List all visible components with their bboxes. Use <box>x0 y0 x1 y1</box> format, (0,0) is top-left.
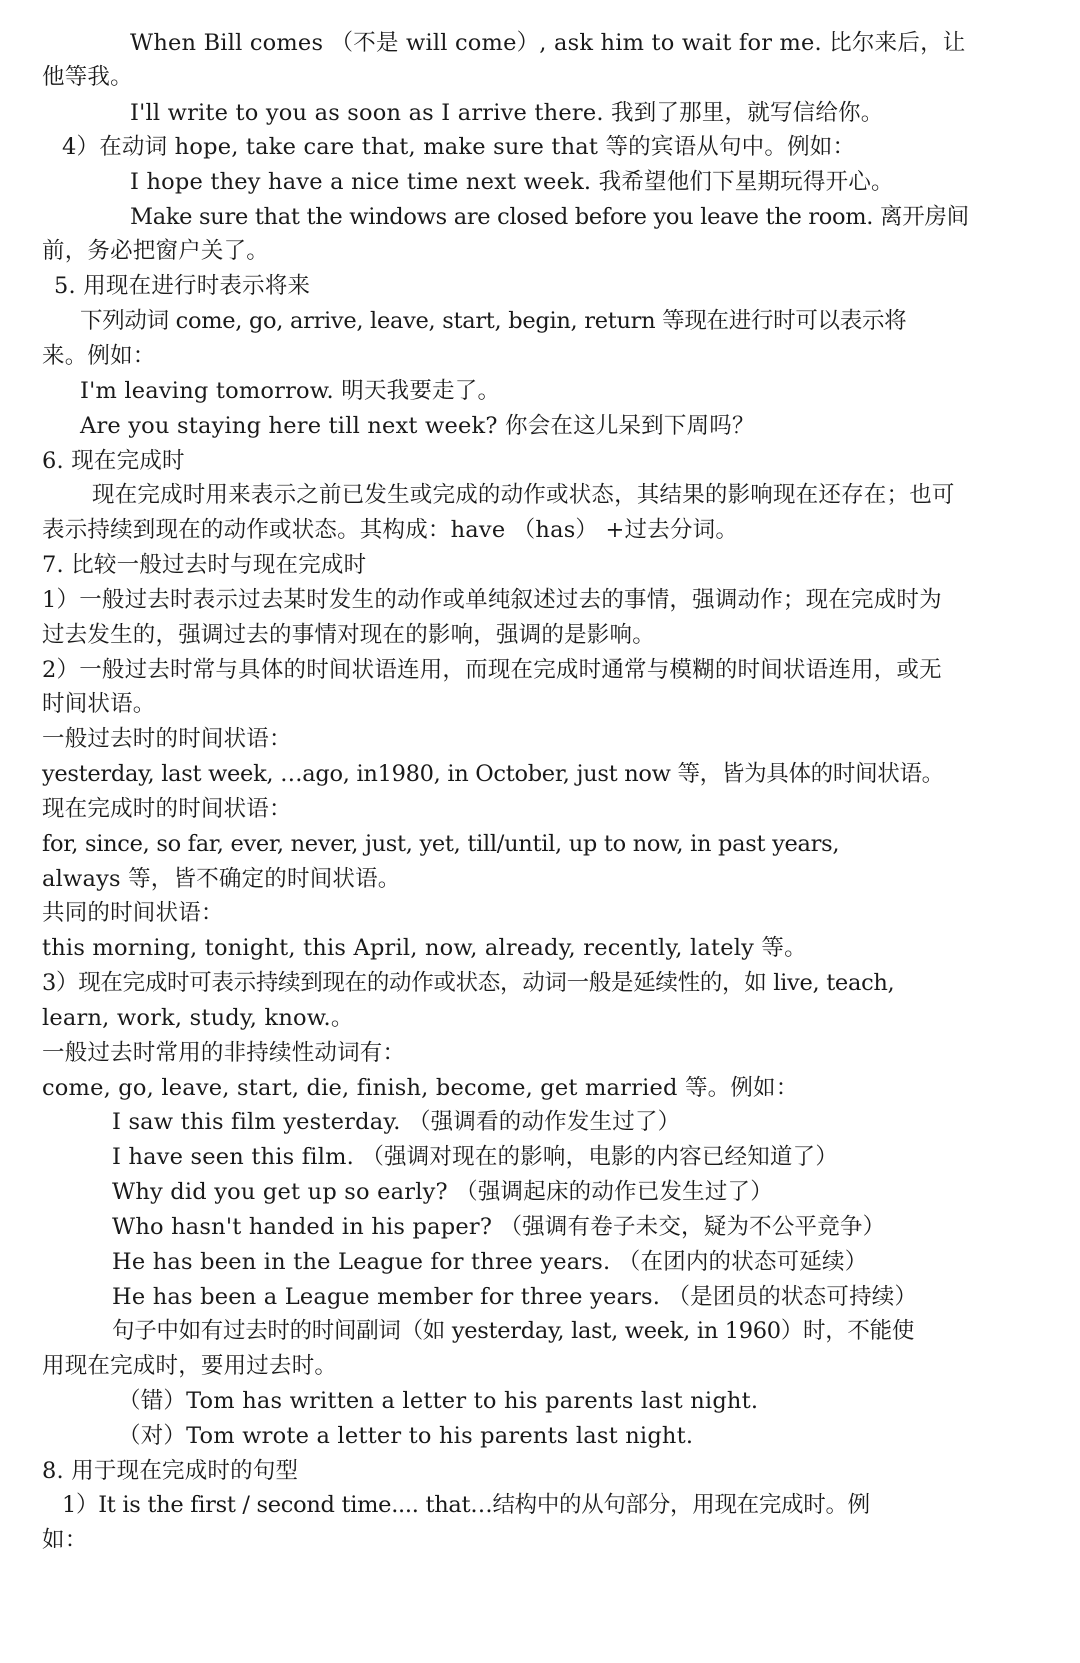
text-line: When Bill comes （不是 will come）, ask him to wait for me. 比尔来后，让 <box>130 30 966 56</box>
text-line: always 等，皆不确定的时间状语。 <box>42 866 401 892</box>
text-line: 如： <box>42 1527 88 1553</box>
text-line: 过去发生的，强调过去的事情对现在的影响，强调的是影响。 <box>42 622 655 648</box>
example-line: （错）Tom has written a letter to his parents last night. <box>118 1388 759 1414</box>
text-line: Make sure that the windows are closed before you leave the room. 离开房间 <box>130 204 969 230</box>
text-line: 下列动词 come, go, arrive, leave, start, begin, return 等现在进行时可以表示将 <box>80 308 907 334</box>
text-line: I'll write to you as soon as I arrive there. 我到了那里，就写信给你。 <box>130 100 884 126</box>
example-line: Why did you get up so early? （强调起床的动作已发生过了） <box>112 1179 773 1205</box>
text-line: I hope they have a nice time next week. 我希望他们下星期玩得开心。 <box>130 169 894 195</box>
text-line: 来。例如： <box>42 343 156 369</box>
text-line: 现在完成时用来表示之前已发生或完成的动作或状态，其结果的影响现在还存在；也可 <box>92 482 955 508</box>
text-line: 4）在动词 hope, take care that, make sure that 等的宾语从句中。例如： <box>62 134 856 160</box>
text-line: Are you staying here till next week? 你会在这儿呆到下周吗？ <box>80 413 755 439</box>
example-line: He has been in the League for three years. （在团内的状态可延续） <box>112 1249 868 1275</box>
section-heading: 6. 现在完成时 <box>42 448 185 474</box>
text-line: 2）一般过去时常与具体的时间状语连用，而现在完成时通常与模糊的时间状语连用，或无 <box>42 657 942 683</box>
example-line: He has been a League member for three years. （是团员的状态可持续） <box>112 1284 918 1310</box>
text-line: I'm leaving tomorrow. 明天我要走了。 <box>80 378 501 404</box>
text-line: 前，务必把窗户关了。 <box>42 238 270 264</box>
text-line: this morning, tonight, this April, now, already, recently, lately 等。 <box>42 935 807 961</box>
text-line: for, since, so far, ever, never, just, yet, till/until, up to now, in past years, <box>42 831 840 857</box>
example-line: I have seen this film. （强调对现在的影响，电影的内容已经知道了） <box>112 1144 839 1170</box>
section-heading: 5. 用现在进行时表示将来 <box>54 273 311 299</box>
example-line: I saw this film yesterday. （强调看的动作发生过了） <box>112 1109 681 1135</box>
example-line: （对）Tom wrote a letter to his parents last night. <box>118 1423 694 1449</box>
text-line: come, go, leave, start, die, finish, become, get married 等。例如： <box>42 1075 799 1101</box>
text-line: 现在完成时的时间状语： <box>42 796 292 822</box>
text-line: 用现在完成时，要用过去时。 <box>42 1353 338 1379</box>
text-line: 一般过去时常用的非持续性动词有： <box>42 1040 406 1066</box>
text-line: 3）现在完成时可表示持续到现在的动作或状态，动词一般是延续性的，如 live, teach, <box>42 970 895 996</box>
text-line: 1）一般过去时表示过去某时发生的动作或单纯叙述过去的事情，强调动作；现在完成时为 <box>42 587 942 613</box>
text-line: 1）It is the first / second time.... that…结构中的从句部分，用现在完成时。例 <box>62 1492 870 1518</box>
text-line: learn, work, study, know.。 <box>42 1005 354 1031</box>
text-line: 时间状语。 <box>42 691 156 717</box>
text-line: 他等我。 <box>42 64 133 90</box>
section-heading: 8. 用于现在完成时的句型 <box>42 1458 299 1484</box>
text-line: 句子中如有过去时的时间副词（如 yesterday, last, week, in 1960）时，不能使 <box>112 1318 915 1344</box>
text-line: yesterday, last week, …ago, in1980, in October, just now 等，皆为具体的时间状语。 <box>42 761 944 787</box>
section-heading: 7. 比较一般过去时与现在完成时 <box>42 552 367 578</box>
text-line: 一般过去时的时间状语： <box>42 726 292 752</box>
text-line: 共同的时间状语： <box>42 900 224 926</box>
example-line: Who hasn't handed in his paper? （强调有卷子未交，疑为不公平竞争） <box>112 1214 886 1240</box>
text-line: 表示持续到现在的动作或状态。其构成：have （has） +过去分词。 <box>42 517 739 543</box>
